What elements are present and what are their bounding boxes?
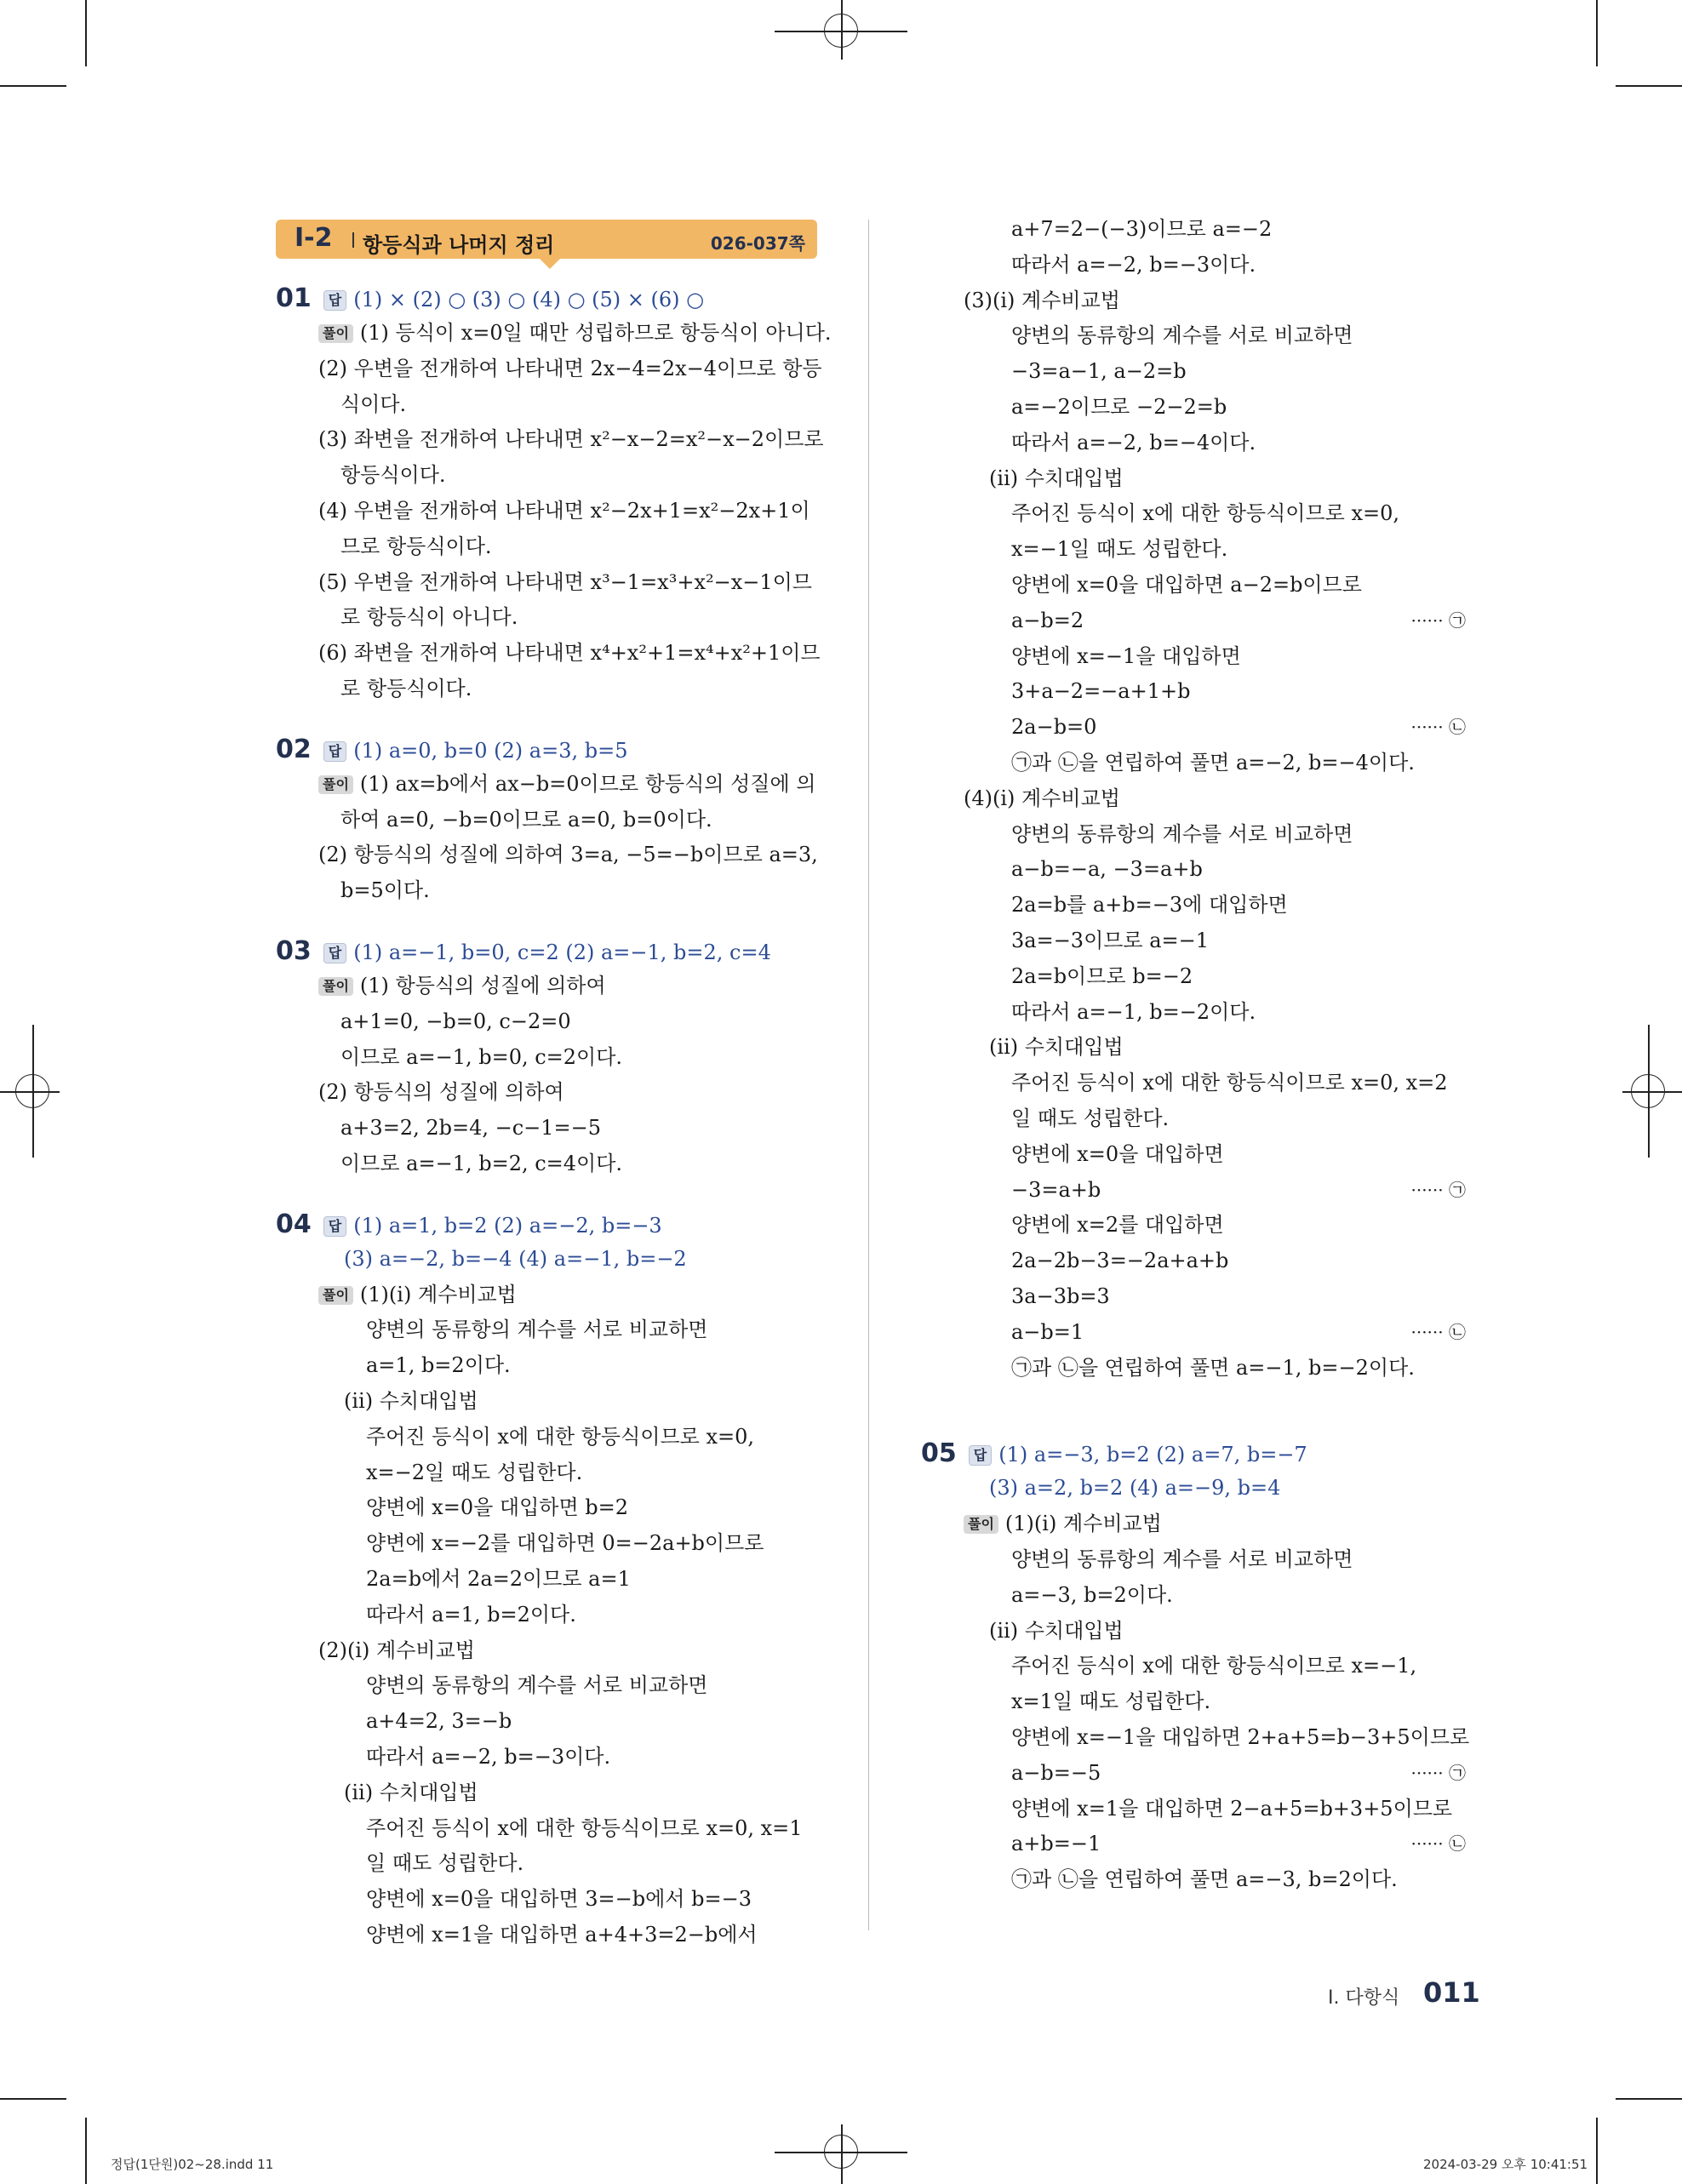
text-line [340,534,492,559]
header-divider [352,232,354,248]
question-number: 04 [276,1209,312,1239]
solution-text: x=−1일 때도 성립한다. [1011,537,1228,562]
text-line [366,1815,803,1841]
text-line [1011,1177,1101,1203]
solution-text: 양변에 x=0을 대입하면 3=−b에서 b=−3 [366,1887,752,1912]
answer-text: (1) a=−3, b=2 (2) a=7, b=−7 [998,1443,1307,1467]
solution-text: 양변에 x=0을 대입하면 a−2=b이므로 [1011,573,1362,597]
solution-text: a+7=2−(−3)이므로 a=−2 [1011,217,1273,241]
text-line [340,1115,601,1141]
solution-text: 3a−3b=3 [1011,1284,1110,1308]
solution-text: 주어진 등식이 x에 대한 항등식이므로 x=0, [1011,501,1399,526]
text-line [1011,714,1096,740]
solution-text: 주어진 등식이 x에 대한 항등식이므로 x=0, x=1 [366,1815,803,1840]
text-line [1011,1319,1084,1345]
text-line [1011,856,1203,882]
solution-text: 하여 a=0, −b=0이므로 a=0, b=0이다. [340,807,712,832]
text-line [340,1044,622,1070]
solution-text: 따라서 a=−1, b=−2이다. [1011,999,1256,1024]
solution-text: 주어진 등식이 x에 대한 항등식이므로 x=−1, [1011,1654,1417,1678]
answer-tag: 답 [323,290,346,311]
text-line [340,604,518,630]
text-line [989,466,1124,491]
text-line [366,1460,582,1485]
timestamp: 2024-03-29 오후 10:41:51 [1423,2157,1588,2172]
answer-text: (1) a=1, b=2 (2) a=−2, b=−3 [353,1213,662,1238]
solution-text: 양변에 x=0을 대입하면 [1011,1141,1224,1166]
solution-tag: 풀이 [318,1286,353,1305]
text-line [344,1388,478,1414]
solution-text: (5) 우변을 전개하여 나타내면 x³−1=x³+x²−x−1이므 [318,569,812,594]
text-line [276,1209,662,1239]
text-line [318,1638,475,1663]
text-line [1011,678,1190,704]
text-line [1011,572,1362,597]
text-line [366,1602,576,1627]
text-line [1011,1796,1452,1821]
solution-text: 2a=b이므로 b=−2 [1011,963,1193,988]
solution-text: 따라서 a=1, b=2이다. [366,1602,576,1627]
solution-text: 이므로 a=−1, b=0, c=2이다. [340,1044,623,1069]
solution-text: (4)(ⅰ) 계수비교법 [964,786,1120,810]
file-info: 정답(1단원)02~28.indd 11 [111,2157,274,2172]
solution-text: 양변의 동류항의 계수를 서로 비교하면 [366,1673,708,1698]
text-line [964,786,1120,811]
solution-text: a−b=−5 [1011,1760,1101,1785]
question-number: 01 [276,283,312,313]
text-line [344,1780,478,1805]
crop-mark [1616,85,1682,87]
solution-text: a+4=2, 3=−b [366,1709,512,1734]
crop-mark [0,2098,66,2100]
solution-text: a+b=−1 [1011,1832,1101,1856]
solution-tag: 풀이 [964,1515,998,1534]
answer-tag: 답 [323,1216,346,1237]
text-line [318,356,822,381]
question-number: 03 [276,936,312,966]
registration-mark [1631,1074,1665,1108]
crop-mark [85,0,87,66]
solution-text: (4) 우변을 전개하여 나타내면 x²−2x+1=x²−2x+1이 [318,499,810,523]
page-range: 026-037쪽 [710,233,805,254]
solution-text: 일 때도 성립한다. [1011,1106,1170,1130]
chapter-label: Ⅰ. 다항식 [1328,1987,1400,2009]
text-line [318,426,824,452]
text-line [1011,323,1353,348]
question-number: 02 [276,734,312,764]
crop-mark [1596,0,1598,66]
text-line [1011,430,1256,455]
text-line [1011,394,1227,420]
crop-mark [85,2118,87,2184]
solution-text: (ⅱ) 수치대입법 [989,1618,1124,1643]
text-line [340,392,406,417]
solution-text: (2) 항등식의 성질에 의하여 [318,1080,564,1105]
text-line [318,1282,517,1307]
solution-text: 로 항등식이다. [340,677,472,700]
solution-text: 항등식이다. [340,463,446,488]
answer-tag: 답 [323,741,346,762]
solution-text: x=1일 때도 성립한다. [1011,1689,1211,1714]
text-line [964,1511,1162,1536]
solution-text: 2a=b에서 2a=2이므로 a=1 [366,1567,631,1591]
text-line [366,1566,631,1592]
solution-text: a+1=0, −b=0, c−2=0 [340,1009,571,1033]
solution-text: ㉠과 ㉡을 연립하여 풀면 a=−1, b=−2이다. [1011,1355,1415,1380]
solution-text: (3) 좌변을 전개하여 나타내면 x²−x−2=x²−x−2이므로 [318,427,824,452]
text-line [366,1317,707,1342]
text-line [366,1886,752,1912]
solution-text: (2) 항등식의 성질에 의하여 3=a, −5=−b이므로 a=3, [318,843,818,867]
solution-text: 양변에 x=−2를 대입하면 0=−2a+b이므로 [366,1531,764,1556]
text-line [1011,928,1209,953]
solution-text: 로 항등식이 아니다. [340,605,518,630]
solution-text: 양변에 x=0을 대입하면 b=2 [366,1495,629,1520]
solution-text: (1) 항등식의 성질에 의하여 [359,974,606,998]
text-line [366,1744,610,1769]
solution-text: 양변의 동류항의 계수를 서로 비교하면 [1011,821,1353,846]
crop-mark [1616,2098,1682,2100]
solution-text: a=1, b=2이다. [366,1353,511,1378]
solution-text: 양변에 x=1을 대입하면 2−a+5=b+3+5이므로 [1011,1796,1453,1821]
answer-text: (1) × (2) ○ (3) ○ (4) ○ (5) × (6) ○ [353,288,705,312]
solution-text: 2a−2b−3=−2a+a+b [1011,1249,1229,1273]
text-line [340,462,446,488]
registration-mark [15,1074,49,1108]
solution-text: a−b=−a, −3=a+b [1011,857,1203,882]
solution-text: 2a=b를 a+b=−3에 대입하면 [1011,893,1288,918]
solution-text: (2)(ⅰ) 계수비교법 [318,1638,475,1662]
answer-text: (1) a=−1, b=0, c=2 (2) a=−1, b=2, c=4 [353,940,771,964]
section-header [276,220,817,259]
text-line [318,569,812,595]
solution-text: (1) 등식이 x=0일 때만 성립하므로 항등식이 아니다. [359,321,832,345]
equation-marker: ······ ㉠ [1410,1179,1466,1200]
text-line [1011,1212,1224,1238]
solution-text: a−b=2 [1011,608,1084,632]
text-line [366,1530,764,1556]
text-line [276,936,771,966]
solution-text: ㉠과 ㉡을 연립하여 풀면 a=−3, b=2이다. [1011,1867,1398,1892]
solution-text: 따라서 a=−2, b=−4이다. [1011,430,1256,455]
text-line [1011,963,1193,989]
section-title: 항등식과 나머지 정리 [363,233,555,257]
text-line [1011,608,1084,633]
text-line [366,1352,511,1378]
solution-tag: 풀이 [318,977,353,996]
text-line [989,1618,1124,1644]
solution-text: 양변의 동류항의 계수를 서로 비교하면 [1011,1547,1353,1571]
text-line [1011,1760,1101,1786]
text-line [989,1034,1124,1060]
solution-text: 따라서 a=−2, b=−3이다. [366,1745,611,1769]
text-line [1011,750,1415,775]
text-line [340,676,472,701]
text-line [1011,1831,1101,1856]
text-line [1011,1106,1169,1131]
text-line [1011,892,1288,918]
text-line [1011,1547,1353,1572]
solution-text: ㉠과 ㉡을 연립하여 풀면 a=−2, b=−4이다. [1011,751,1415,775]
crop-mark [1596,2118,1598,2184]
solution-text: x=−2일 때도 성립한다. [366,1460,583,1484]
solution-text: 식이다. [340,392,407,416]
solution-text: (ⅱ) 수치대입법 [989,466,1124,490]
crop-mark [0,85,66,87]
text-line [1011,1867,1398,1892]
solution-text: 양변에 x=2를 대입하면 [1011,1213,1224,1238]
solution-text: (1)(ⅰ) 계수비교법 [359,1282,517,1306]
solution-text: 일 때도 성립한다. [366,1851,524,1876]
equation-marker: ······ ㉡ [1410,1321,1466,1342]
solution-text: (6) 좌변을 전개하여 나타내면 x⁴+x²+1=x⁴+x²+1이므 [318,641,821,666]
text-line [1011,1582,1173,1608]
solution-text: 2a−b=0 [1011,715,1097,740]
text-line [1011,999,1256,1025]
text-line [340,807,712,832]
text-line [366,1424,754,1449]
text-line [276,283,705,313]
text-line [318,1079,564,1105]
solution-text: (3)(ⅰ) 계수비교법 [964,288,1120,312]
solution-text: 주어진 등식이 x에 대한 항등식이므로 x=0, [366,1424,754,1449]
solution-text: (1) ax=b에서 ax−b=0이므로 항등식의 성질에 의 [359,771,816,796]
text-line [366,1708,512,1734]
solution-text: 양변에 x=1을 대입하면 a+4+3=2−b에서 [366,1923,758,1947]
registration-mark [824,2135,858,2169]
text-line [1011,1724,1469,1750]
solution-text: 주어진 등식이 x에 대한 항등식이므로 x=0, x=2 [1011,1071,1448,1095]
solution-text: 양변의 동류항의 계수를 서로 비교하면 [1011,323,1353,348]
answer-text: (3) a=2, b=2 (4) a=−9, b=4 [989,1476,1281,1501]
page-number: 011 [1423,1976,1480,2009]
text-line [921,1438,1307,1469]
registration-mark [824,14,858,48]
text-line [1011,1141,1224,1167]
text-line [1011,536,1227,562]
text-line [318,640,821,666]
text-line [276,734,628,764]
text-line [366,1850,523,1876]
text-line [318,842,818,867]
solution-text: −3=a+b [1011,1177,1101,1202]
solution-text: (ⅱ) 수치대입법 [989,1035,1124,1060]
text-line [1011,1653,1416,1678]
column-divider [868,220,869,1930]
text-line [366,1495,628,1520]
text-line [318,498,810,523]
text-line [340,878,430,903]
equation-marker: ······ ㉠ [1410,1762,1466,1783]
solution-text: a+3=2, 2b=4, −c−1=−5 [340,1116,602,1141]
text-line [1011,821,1353,847]
solution-text: (2) 우변을 전개하여 나타내면 2x−4=2x−4이므로 항등 [318,356,822,380]
text-line [1011,1355,1415,1381]
section-number: I-2 [295,223,333,253]
text-line [1011,252,1256,277]
equation-marker: ······ ㉡ [1410,1833,1466,1855]
question-number: 05 [921,1438,957,1469]
answer-text: (1) a=0, b=0 (2) a=3, b=5 [353,738,628,763]
equation-marker: ······ ㉠ [1410,609,1466,631]
solution-text: (1)(ⅰ) 계수비교법 [1004,1512,1162,1536]
solution-tag: 풀이 [318,324,353,343]
text-line [1011,500,1399,526]
solution-text: 따라서 a=−2, b=−3이다. [1011,252,1256,277]
text-line [340,1009,571,1034]
text-line [318,973,606,998]
text-line [366,1922,758,1947]
text-line [318,771,815,797]
text-line [1011,643,1241,669]
text-line [1011,1284,1110,1309]
text-line [366,1672,707,1698]
answer-tag: 답 [323,943,346,963]
text-line [1011,216,1272,242]
solution-text: a=−3, b=2이다. [1011,1582,1173,1607]
solution-text: 3+a−2=−a+1+b [1011,679,1191,704]
solution-text: a−b=1 [1011,1319,1084,1344]
solution-text: 3a=−3이므로 a=−1 [1011,929,1210,952]
solution-text: (ⅱ) 수치대입법 [344,1780,478,1804]
equation-marker: ······ ㉡ [1410,717,1466,738]
answer-text: (3) a=−2, b=−4 (4) a=−1, b=−2 [344,1246,687,1271]
solution-text: 양변의 동류항의 계수를 서로 비교하면 [366,1318,708,1342]
solution-text: 양변에 x=−1을 대입하면 [1011,643,1241,668]
text-line [964,288,1120,313]
solution-text: 양변에 x=−1을 대입하면 2+a+5=b−3+5이므로 [1011,1725,1470,1749]
text-line [1011,358,1187,384]
text-line [318,320,832,346]
solution-text: b=5이다. [340,878,430,903]
text-line [1011,1689,1210,1714]
text-line [340,1151,622,1176]
text-line [1011,1070,1448,1095]
solution-text: a=−2이므로 −2−2=b [1011,395,1227,419]
text-line [1011,1248,1228,1273]
text-line [989,1475,1280,1501]
solution-text: −3=a−1, a−2=b [1011,359,1187,384]
solution-text: 므로 항등식이다. [340,534,492,558]
text-line [344,1246,687,1272]
solution-tag: 풀이 [318,775,353,794]
solution-text: (ⅱ) 수치대입법 [344,1389,478,1413]
solution-text: 이므로 a=−1, b=2, c=4이다. [340,1152,623,1175]
answer-tag: 답 [969,1445,992,1466]
